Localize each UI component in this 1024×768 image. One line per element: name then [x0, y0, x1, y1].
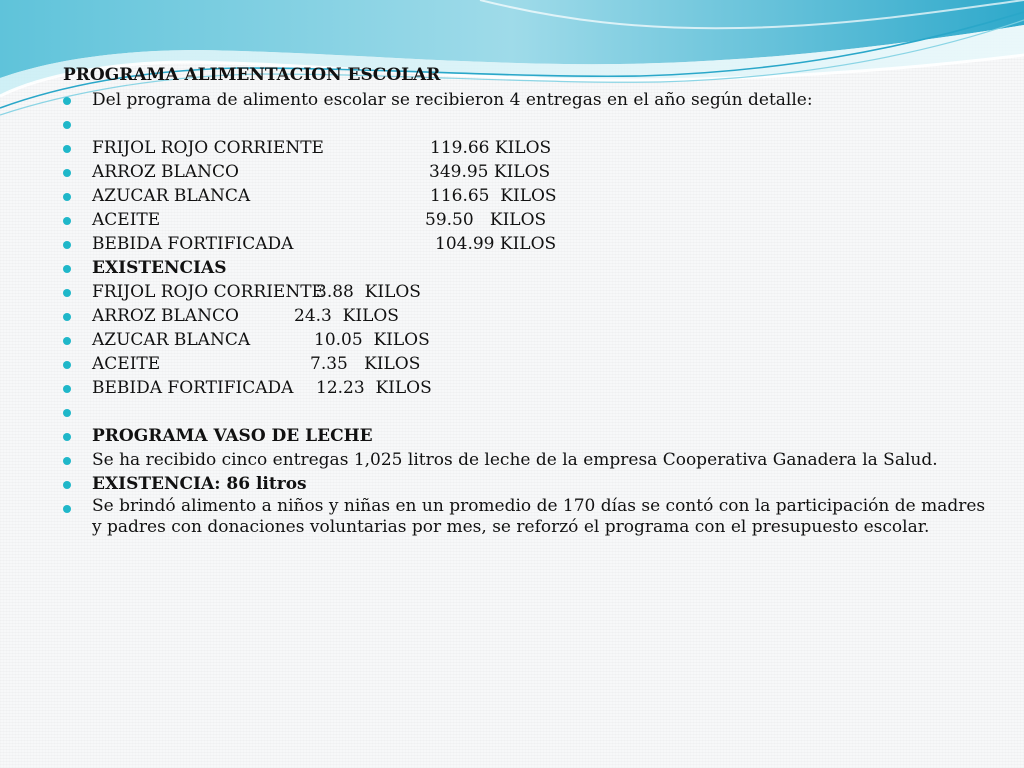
list-item-empty — [63, 112, 993, 136]
existencias-heading-item — [63, 256, 993, 280]
existencia-item — [63, 376, 993, 400]
existencia-item — [63, 280, 993, 304]
intro-text: Del programa de alimento escolar se recibieron 4 entregas en el año según detalle: — [92, 90, 813, 110]
received-item — [63, 208, 993, 232]
received-item — [63, 184, 993, 208]
item-name: BEBIDA FORTIFICADA — [92, 234, 294, 254]
vaso-text: Se ha recibido cinco entregas 1,025 litros de leche de la empresa Cooperativa Ganadera la Salud. — [92, 450, 938, 470]
item-quantity: 119.66 KILOS — [430, 138, 552, 158]
vaso-heading: PROGRAMA VASO DE LECHE — [92, 426, 373, 446]
item-name: BEBIDA FORTIFICADA — [92, 378, 294, 398]
received-item — [63, 160, 993, 184]
item-name: AZUCAR BLANCA — [92, 186, 251, 206]
bullet-icon — [63, 145, 71, 153]
closing-text: Se brindó alimento a niños y niñas en un promedio de 170 días se contó con la participación de madres y padres con donaciones voluntarias por mes, se reforzó el programa con el presupuesto escolar. — [92, 496, 986, 537]
vaso-text-item — [63, 448, 993, 472]
existencia-item — [63, 352, 993, 376]
item-name: FRIJOL ROJO CORRIENTE — [92, 138, 324, 158]
item-name: FRIJOL ROJO CORRIENTE — [92, 282, 324, 302]
bullet-icon — [63, 433, 71, 441]
bullet-icon — [63, 169, 71, 177]
item-name: ARROZ BLANCO — [92, 306, 239, 326]
bullet-icon — [63, 481, 71, 489]
bullet-icon — [63, 289, 71, 297]
item-quantity: 116.65 KILOS — [430, 186, 557, 206]
closing-item — [63, 496, 993, 538]
bullet-icon — [63, 217, 71, 225]
existencia-item — [63, 328, 993, 352]
item-quantity: 59.50 KILOS — [425, 210, 547, 230]
vaso-existencia: EXISTENCIA: 86 litros — [92, 474, 307, 494]
list-item-empty — [63, 400, 993, 424]
item-quantity: 24.3 KILOS — [294, 306, 399, 326]
vaso-heading-item — [63, 424, 993, 448]
item-quantity: 7.35 KILOS — [310, 354, 421, 374]
item-name: ACEITE — [92, 210, 161, 230]
item-quantity: 3.88 KILOS — [316, 282, 421, 302]
item-quantity: 104.99 KILOS — [435, 234, 557, 254]
vaso-existencia-item — [63, 472, 993, 496]
received-item — [63, 136, 993, 160]
bullet-icon — [63, 265, 71, 273]
slide-title: PROGRAMA ALIMENTACION ESCOLAR — [63, 65, 441, 85]
item-quantity: 12.23 KILOS — [316, 378, 432, 398]
bullet-icon — [63, 337, 71, 345]
bullet-icon — [63, 241, 71, 249]
item-name: AZUCAR BLANCA — [92, 330, 251, 350]
item-name: ARROZ BLANCO — [92, 162, 239, 182]
list-item-intro — [63, 88, 993, 112]
bullet-icon — [63, 385, 71, 393]
received-item — [63, 232, 993, 256]
bullet-icon — [63, 361, 71, 369]
item-name: ACEITE — [92, 354, 161, 374]
bullet-icon — [63, 409, 71, 417]
bullet-icon — [63, 457, 71, 465]
existencias-heading: EXISTENCIAS — [92, 258, 227, 278]
bullet-icon — [63, 121, 71, 129]
existencia-item — [63, 304, 993, 328]
bullet-icon — [63, 505, 71, 513]
bullet-icon — [63, 97, 71, 105]
item-quantity: 10.05 KILOS — [314, 330, 430, 350]
bullet-icon — [63, 313, 71, 321]
bullet-icon — [63, 193, 71, 201]
item-quantity: 349.95 KILOS — [429, 162, 551, 182]
content-bullet-list — [63, 88, 993, 538]
